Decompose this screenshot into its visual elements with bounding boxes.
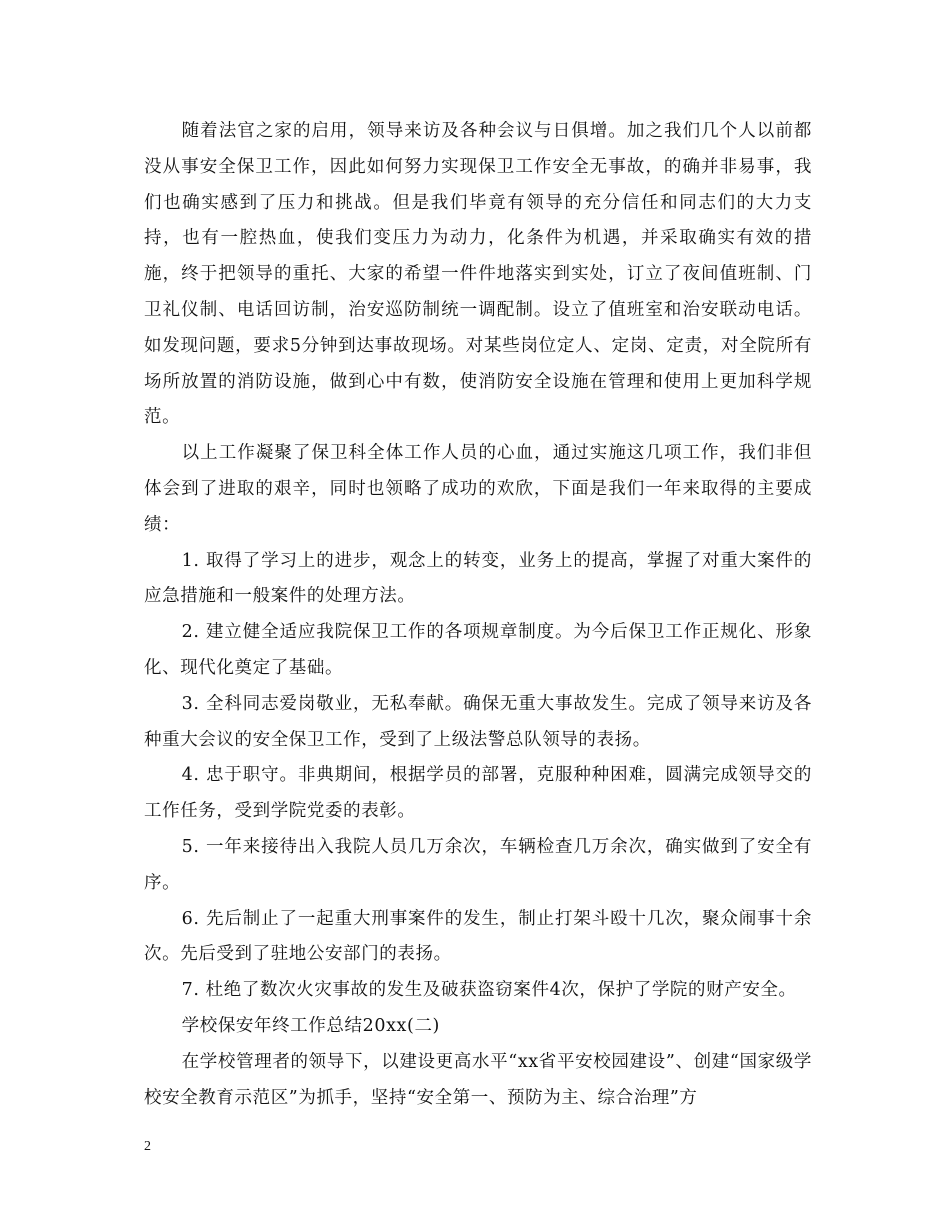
paragraph-achievements-intro: 以上工作凝聚了保卫科全体工作人员的心血，通过实施这几项工作，我们非但体会到了进取的艰辛，同时也领略了成功的欢欣，下面是我们一年来取得的主要成绩： [144,443,812,535]
paragraph-security-work-intro: 随着法官之家的启用，领导来访及各种会议与日俱增。加之我们几个人以前都没从事安全保卫工作，因此如何努力实现保卫工作安全无事故，的确并非易事，我们也确实感到了压力和挑战。但是我们毕竟有领导的充分信任和同志们的大力支持，也有一腔热血，使我们变压力为动力，化条件为机遇，并采取确实有效的措施，终于把领导的重托、大家的希望一件件地落实到实处，订立了夜间值班制、门卫礼仪制、电话回访制，治安巡防制统一调配制。设立了值班室和治安联动电话。如发现问题，要求5分钟到达事故现场。对某些岗位定人、定岗、定责，对全院所有场所放置的消防设施，做到心中有数，使消防安全设施在管理和使用上更加科学规范。 [144,121,812,428]
list-item-achievement-1: 1. 取得了学习上的进步，观念上的转变，业务上的提高，掌握了对重大案件的应急措施和一般案件的处理方法。 [144,550,812,607]
list-item-achievement-5: 5. 一年来接待出入我院人员几万余次，车辆检查几万余次，确实做到了安全有序。 [144,836,812,893]
list-item-achievement-6: 6. 先后制止了一起重大刑事案件的发生，制止打架斗殴十几次，聚众闹事十余次。先后受到了驻地公安部门的表扬。 [144,908,812,965]
list-item-achievement-2: 2. 建立健全适应我院保卫工作的各项规章制度。为今后保卫工作正规化、形象化、现代化奠定了基础。 [144,622,812,678]
section-heading: 学校保安年终工作总结20xx(二) [181,1015,440,1036]
paragraph-section-two-intro: 在学校管理者的领导下，以建设更高水平“xx省平安校园建设”、创建“国家级学校安全教育示范区”为抓手，坚持“安全第一、预防为主、综合治理”方 [144,1051,812,1108]
document-body [144,114,812,1116]
list-item-achievement-7: 7. 杜绝了数次火灾事故的发生及破获盗窃案件4次，保护了学院的财产安全。 [181,980,797,1001]
list-item-achievement-3: 3. 全科同志爱岗敬业，无私奉献。确保无重大事故发生。完成了领导来访及各种重大会议的安全保卫工作，受到了上级法警总队领导的表扬。 [144,693,812,750]
page-number: 2 [144,1139,151,1154]
list-item-achievement-4: 4. 忠于职守。非典期间，根据学员的部署，克服种种困难，圆满完成领导交的工作任务，受到学院党委的表彰。 [144,765,812,822]
